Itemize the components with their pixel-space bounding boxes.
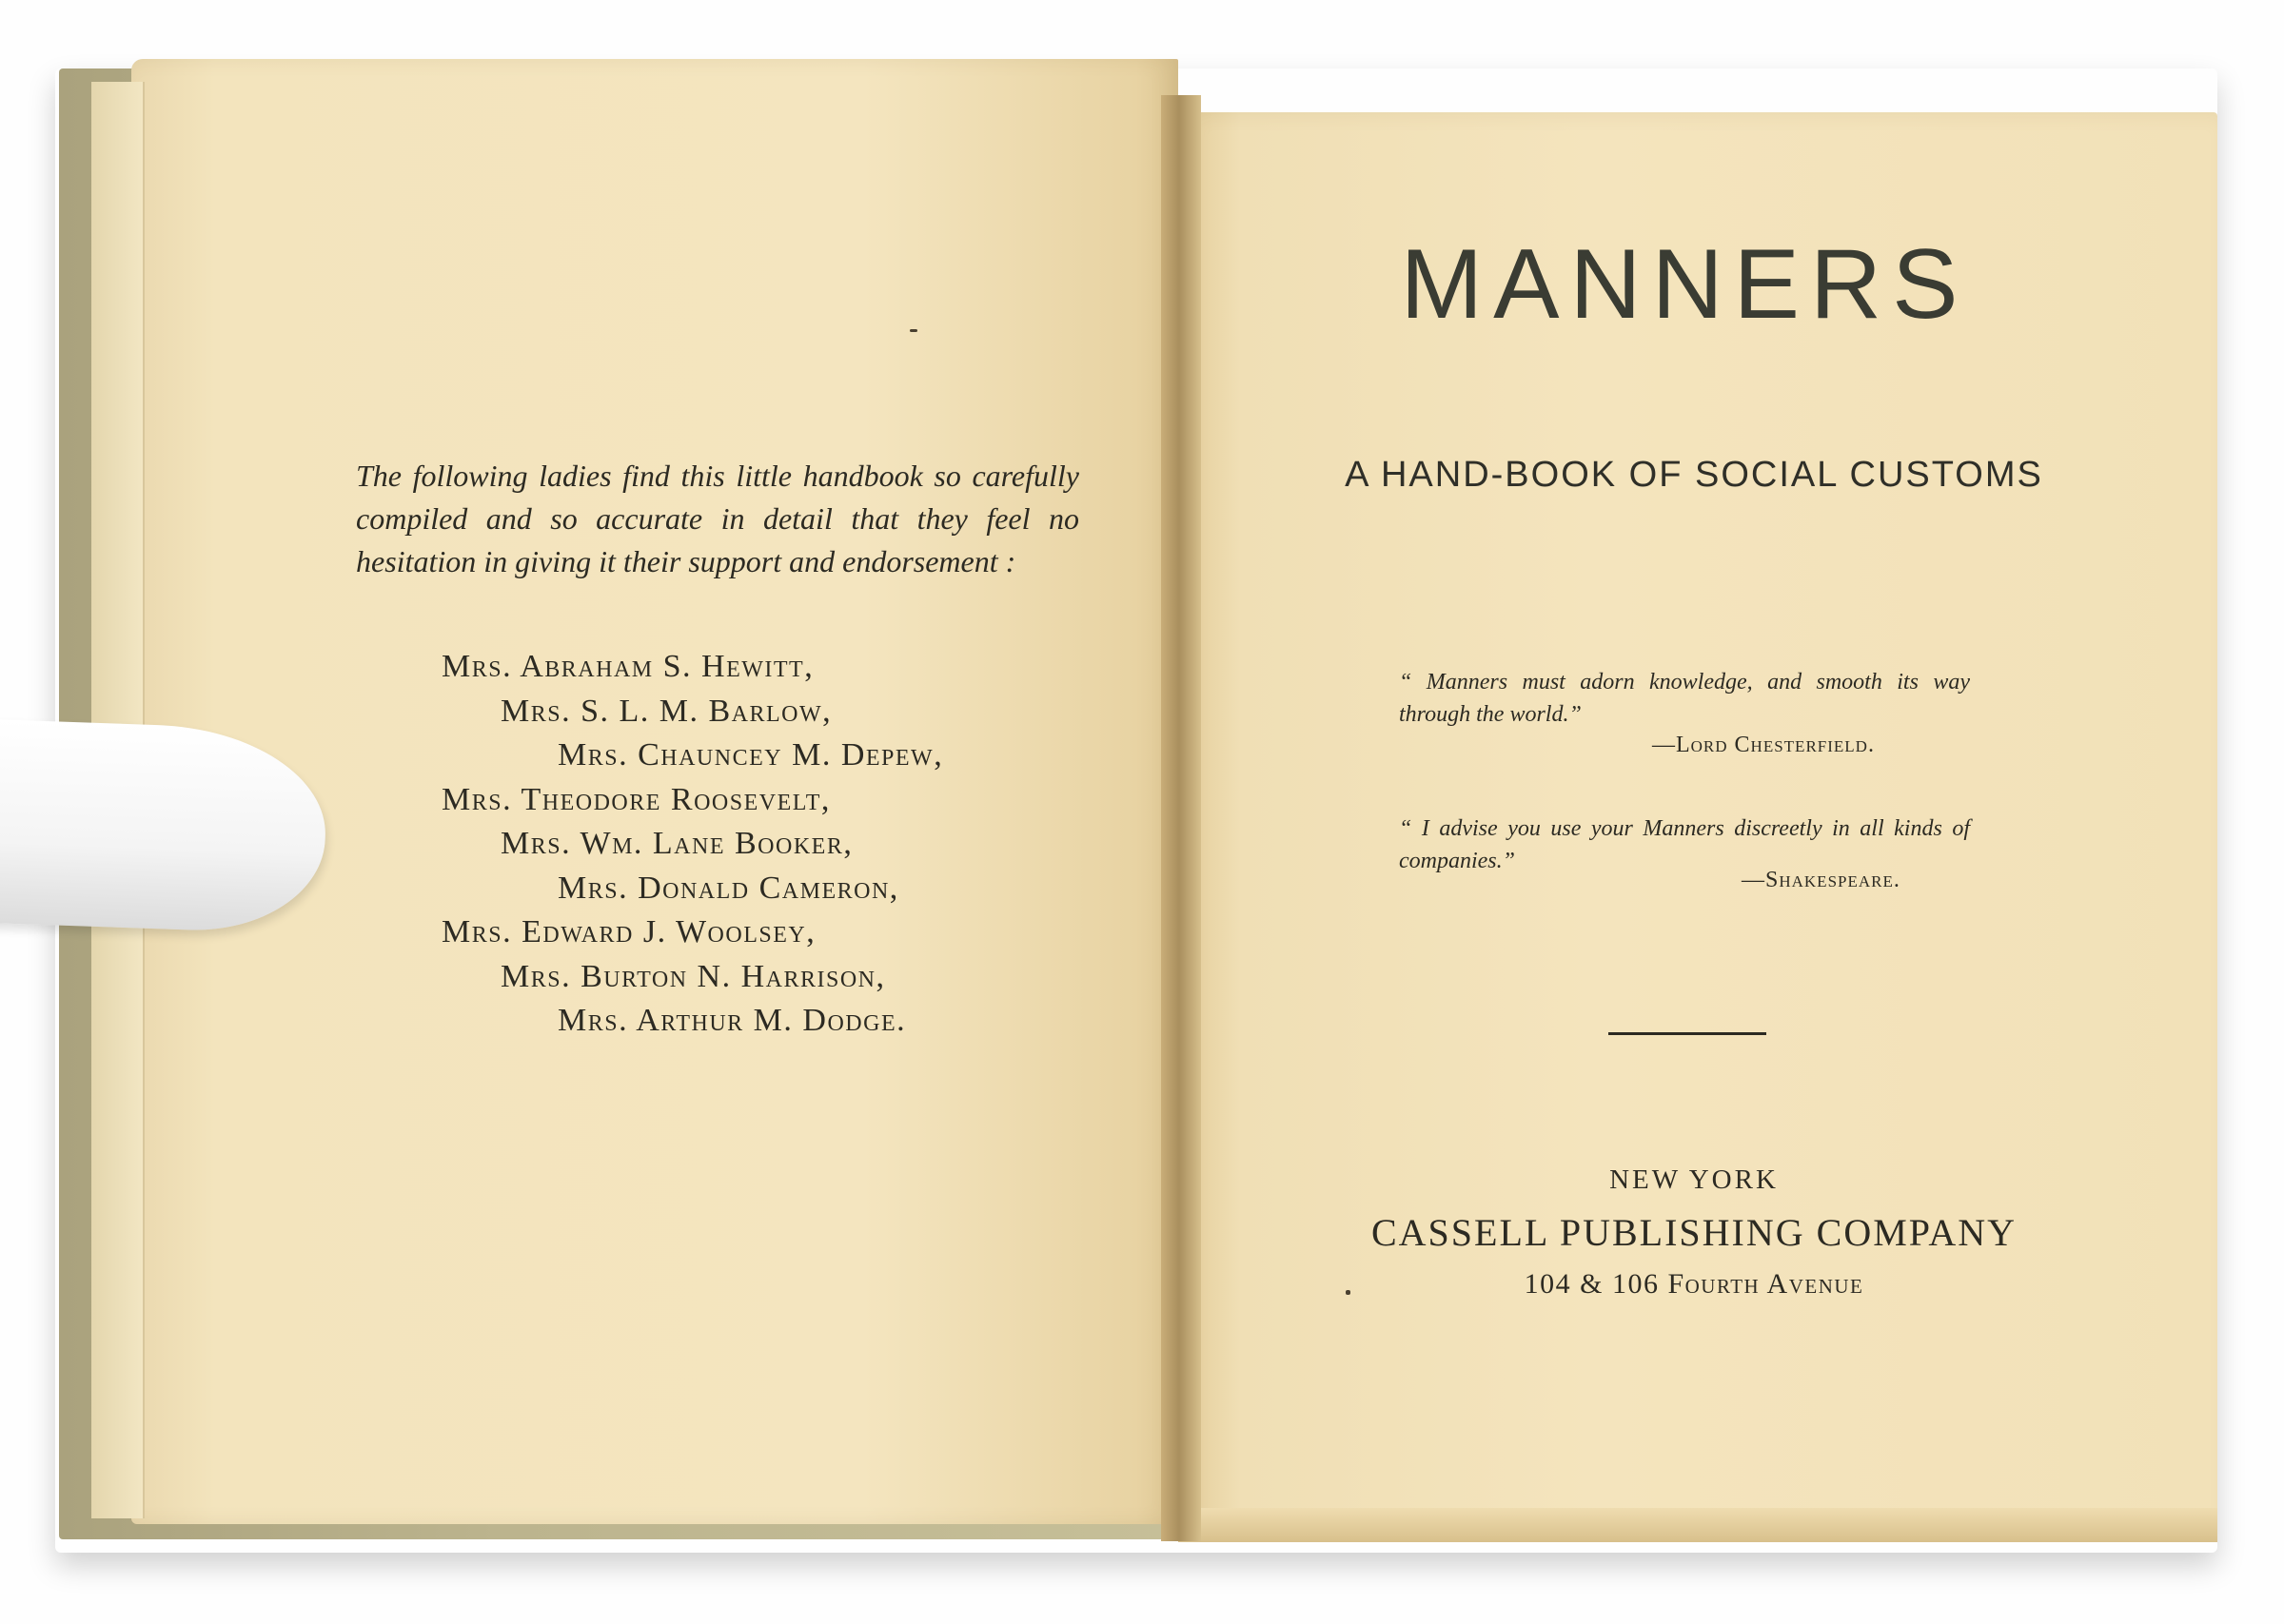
endorser-name: Mrs. Donald Cameron, [558,870,899,906]
imprint-publisher: CASSELL PUBLISHING COMPANY [1370,1211,2018,1254]
epigraph-attribution: —Shakespeare. [1742,868,1900,892]
imprint-city: NEW YORK [1609,1164,1779,1195]
endorser-name: Mrs. Wm. Lane Booker, [501,826,854,861]
book-subtitle: A HAND-BOOK OF SOCIAL CUSTOMS [1345,455,2043,495]
epigraph-quote: “ I advise you use your Manners discreetly in all kinds of companies.” [1399,816,1970,873]
paper-speck [910,329,917,332]
paper-speck [1346,1290,1350,1295]
endorser-name: Mrs. Chauncey M. Depew, [558,737,944,773]
book-title: MANNERS [1400,229,1969,340]
endorser-name: Mrs. Theodore Roosevelt, [442,781,831,817]
endorser-name: Mrs. Edward J. Woolsey, [442,914,817,949]
epigraph-quote: “ Manners must adorn knowledge, and smooth its way through the world.” [1399,670,1970,727]
epigraph-attribution: —Lord Chesterfield. [1652,733,1875,757]
imprint-address: 104 & 106 Fourth Avenue [1524,1268,1864,1300]
endorser-name: Mrs. Abraham S. Hewitt, [442,649,815,684]
book-gutter [1161,95,1201,1541]
endorser-name: Mrs. Burton N. Harrison, [501,958,886,994]
endorser-name: Mrs. S. L. M. Barlow, [501,693,833,729]
divider-rule [1608,1032,1766,1035]
endorser-name: Mrs. Arthur M. Dodge. [558,1003,907,1038]
endorsement-intro: The following ladies find this little handbook so carefully compiled and so accurate in detail that they feel no hesitation in giving it their support and endorsement : [356,459,1079,578]
page-block-edge [1178,1508,2217,1542]
endorser-list [442,645,1108,1044]
